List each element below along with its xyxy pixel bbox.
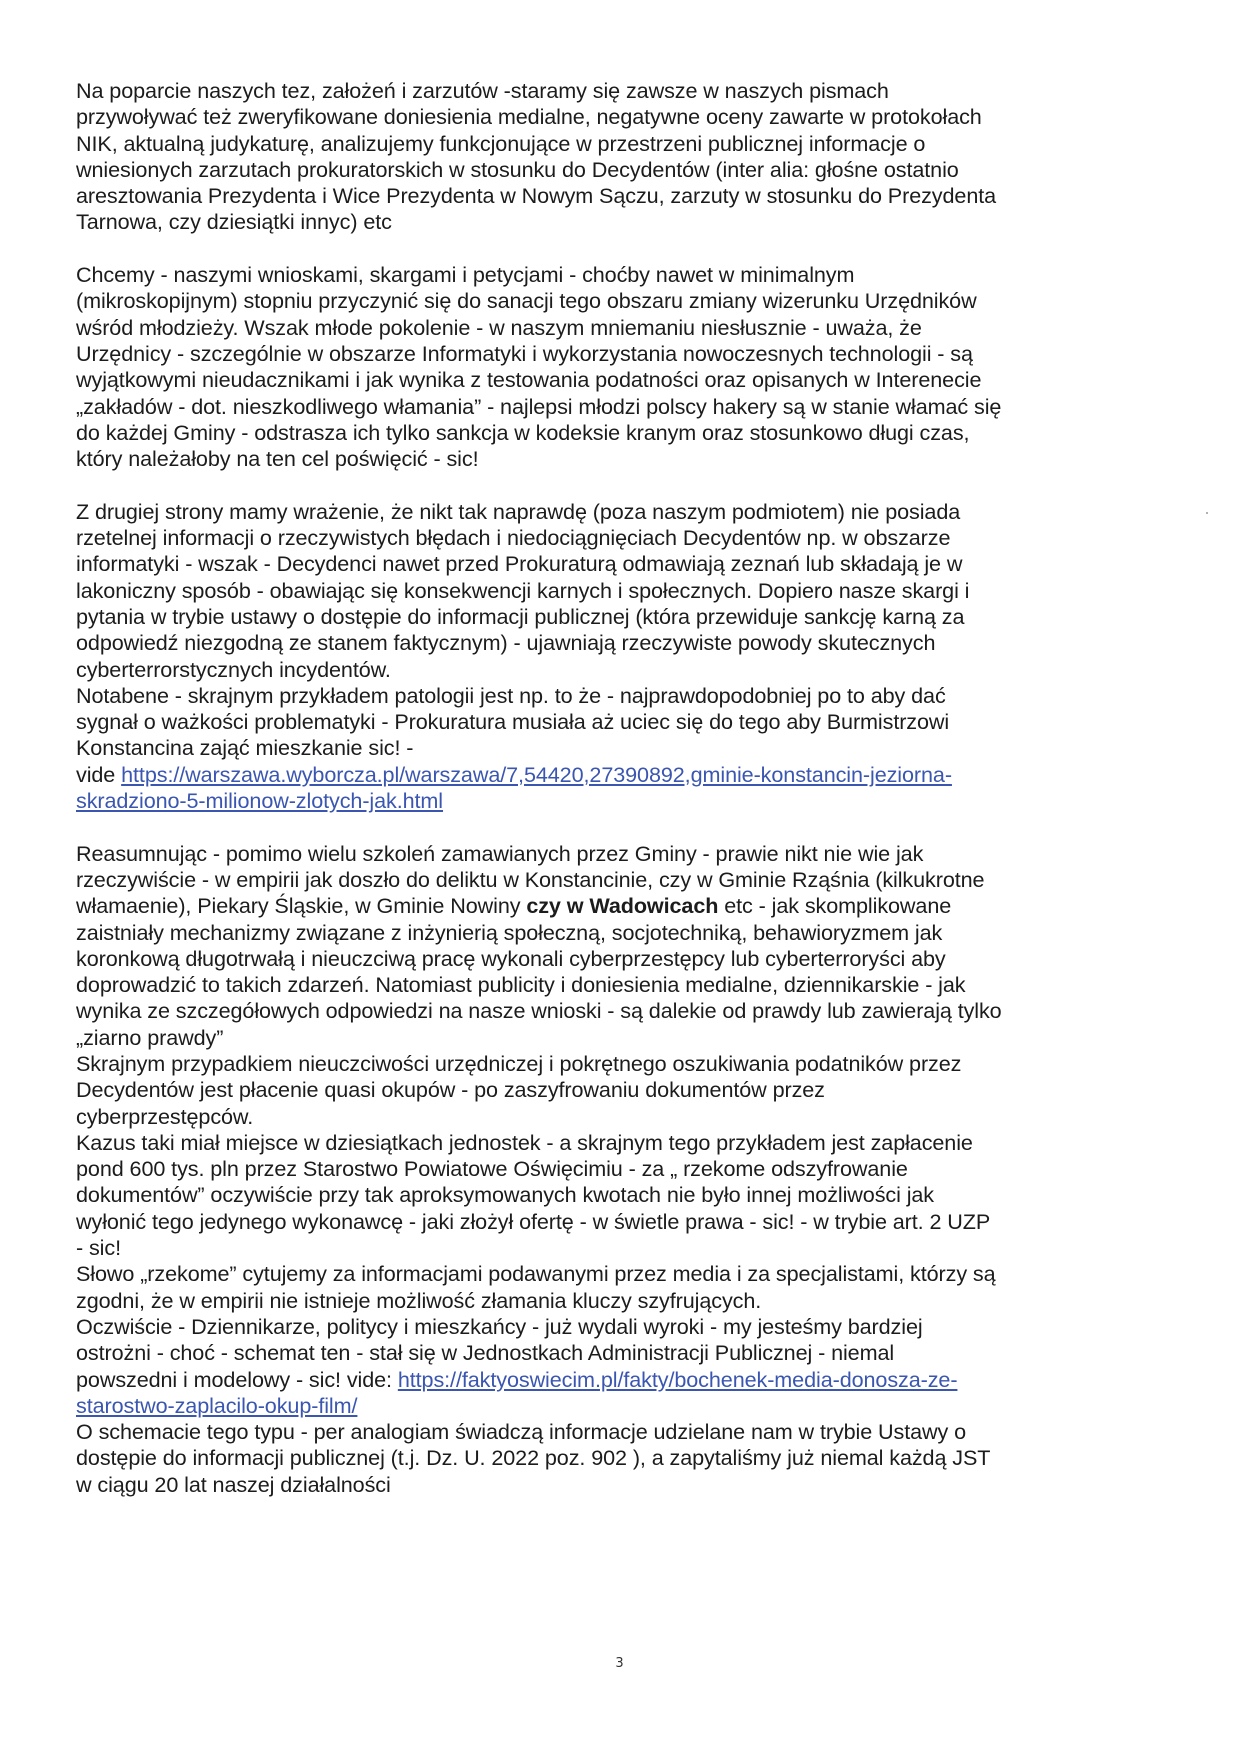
bold-wadowice: czy w Wadowicach [526,893,719,919]
text-line: Notabene - skrajnym przykładem patologii jest np. to że - najprawdopodobniej po to aby dać [76,682,946,708]
text-line: NIK, aktualną judykaturę, analizujemy funkcjonujące w przestrzeni publicznej informacje o [76,130,926,156]
text-line: który należałoby na ten cel poświęcić - sic! [76,446,479,472]
link-line [76,762,1186,788]
text-segment: etc - jak skomplikowane [718,893,952,919]
scan-speck [1206,512,1208,514]
text-line: w ciągu 20 lat naszej działalności [76,1471,391,1497]
text-line: Słowo „rzekome” cytujemy za informacjami podawanymi przez media i za specjalistami, którzy są [76,1261,996,1287]
paragraph-supporting-evidence [76,78,1186,236]
faktyoswiecim-article-link-continued[interactable]: starostwo-zaplacilo-okup-film/ [76,1392,358,1418]
text-line: „zakładów - dot. nieszkodliwego włamania” - najlepsi młodzi polscy hakery są w stanie włamać się [76,393,1002,419]
paragraph-gap [76,472,1186,498]
text-line: dostępie do informacji publicznej (t.j. Dz. U. 2022 poz. 902 ), a zapytaliśmy już niemal każdą JST [76,1445,991,1471]
vide-label: vide [76,761,122,787]
text-line: do każdej Gminy - odstrasza ich tylko sankcja w kodeksie kranym oraz stosunkowo długi czas, [76,419,970,445]
text-line: Chcemy - naszymi wnioskami, skargami i petycjami - choćby nawet w minimalnym [76,262,855,288]
paragraph-other-side [76,499,1186,815]
text-line: dokumentów” oczywiście przy tak aproksymowanych kwotach nie było innej możliwości jak [76,1182,934,1208]
document-page [76,78,1186,1498]
text-line: cyberprzestępców. [76,1103,254,1129]
text-line: cyberterrorstycznych incydentów. [76,656,391,682]
text-line: rzetelnej informacji o rzeczywistych błędach i niedociągnięciach Decydentów np. w obszarze [76,525,951,551]
text-line: Skrajnym przypadkiem nieuczciwości urzędniczej i pokrętnego oszukiwania podatników przez [76,1050,962,1076]
text-line: zaistniały mechanizmy związane z inżynierią społeczną, socjotechniką, behawioryzmem jak [76,919,943,945]
text-line: sygnał o ważkości problematyki - Prokuratura musiała aż uciec się do tego aby Burmistrzowi [76,709,950,735]
text-line: O schemacie tego typu - per analogiam świadczą informacje udzielane nam w trybie Ustawy o [76,1419,967,1445]
text-line: wniesionych zarzutach prokuratorskich w stosunku do Decydentów (inter alia: głośne ostatnio [76,156,959,182]
text-line: wynika ze szczegółowych odpowiedzi na nasze wnioski - są dalekie od prawdy lub zawierają tylko [76,998,1002,1024]
text-line: - sic! [76,1235,121,1261]
text-line: wśród młodzieży. Wszak młode pokolenie - w naszym mniemaniu niesłusznie - uważa, że [76,314,922,340]
text-line-with-bold [76,893,1186,919]
text-line: Na poparcie naszych tez, założeń i zarzutów -staramy się zawsze w naszych pismach [76,78,889,103]
text-segment: powszedni i modelowy - sic! vide: [76,1366,398,1392]
faktyoswiecim-article-link[interactable]: https://faktyoswiecim.pl/fakty/bochenek-media-donosza-ze- [397,1366,958,1392]
text-line: Reasumnując - pomimo wielu szkoleń zamawianych przez Gminy - prawie nikt nie wie jak [76,840,924,866]
text-line: aresztowania Prezydenta i Wice Prezydenta w Nowym Sączu, zarzuty w stosunku do Prezydenta [76,183,997,209]
text-line: wyłonić tego jedynego wykonawcę - jaki złożył ofertę - w świetle prawa - sic! - w trybie art. 2 UZP [76,1208,991,1234]
text-line: Z drugiej strony mamy wrażenie, że nikt tak naprawdę (poza naszym podmiotem) nie posiada [76,498,961,524]
link-line [76,1367,1186,1393]
wyborcza-article-link-continued[interactable]: skradziono-5-milionow-zlotych-jak.html [76,788,444,814]
text-line: Konstancina zająć mieszkanie sic! - [76,735,414,761]
text-line: Oczwiście - Dziennikarze, politycy i mieszkańcy - już wydali wyroki - my jesteśmy bardziej [76,1313,923,1339]
text-line: przywoływać też zweryfikowane doniesienia medialne, negatywne oceny zawarte w protokołach [76,104,982,130]
text-line: Tarnowa, czy dziesiątki innyc) etc [76,209,392,235]
text-line: koronkową długotrwałą i nieuczciwą pracę wykonali cyberprzestępcy lub cyberterroryści aby [76,945,946,971]
text-line: lakoniczny sposób - obawiając się konsekwencji karnych i społecznych. Dopiero nasze skargi i [76,577,970,603]
text-segment: włamaenie), Piekary Śląskie, w Gminie Nowiny [76,893,527,919]
text-line: informatyki - wszak - Decydenci nawet przed Prokuraturą odmawiają zeznań lub składają je w [76,551,963,577]
text-line: wyjątkowymi nieudacznikami i jak wynika z testowania podatności oraz opisanych w Interenecie [76,367,982,393]
paragraph-goals [76,262,1186,472]
text-line: (mikroskopijnym) stopniu przyczynić się do sanacji tego obszaru zmiany wizerunku Urzędników [76,288,977,314]
text-line: doprowadzić to takich zdarzeń. Natomiast publicity i doniesienia medialne, dziennikarskie - jak [76,972,966,998]
text-line: Urzędnicy - szczególnie w obszarze Informatyki i wykorzystania nowoczesnych technologii - są [76,340,973,366]
paragraph-gap [76,236,1186,262]
text-line: Decydentów jest płacenie quasi okupów - po zaszyfrowaniu dokumentów przez [76,1077,825,1103]
text-line: pytania w trybie ustawy o dostępie do informacji publicznej (która przewiduje sankcję karną za [76,603,965,629]
text-line: rzeczywiście - w empirii jak doszło do deliktu w Konstancinie, czy w Gminie Rząśnia (kilkukrotne [76,866,985,892]
paragraph-summary [76,841,1186,1498]
text-line: Kazus taki miał miejsce w dziesiątkach jednostek - a skrajnym tego przykładem jest zapłacenie [76,1129,973,1155]
text-line: odpowiedź niezgodną ze stanem faktycznym) - ujawniają rzeczywiste powody skutecznych [76,630,936,656]
link-line-continued [76,1393,1186,1419]
link-line-continued [76,788,1186,814]
text-line: pond 600 tys. pln przez Starostwo Powiatowe Oświęcimiu - za „ rzekome odszyfrowanie [76,1156,908,1182]
text-line: ostrożni - choć - schemat ten - stał się w Jednostkach Administracji Publicznej - niemal [76,1340,895,1366]
paragraph-gap [76,814,1186,840]
text-line: zgodni, że w empirii nie istnieje możliwość złamania kluczy szyfrujących. [76,1287,762,1313]
wyborcza-article-link[interactable]: https://warszawa.wyborcza.pl/warszawa/7,54420,27390892,gminie-konstancin-jeziorna- [121,761,952,787]
text-line: „ziarno prawdy” [76,1024,224,1050]
page-number: 3 [615,1656,624,1671]
